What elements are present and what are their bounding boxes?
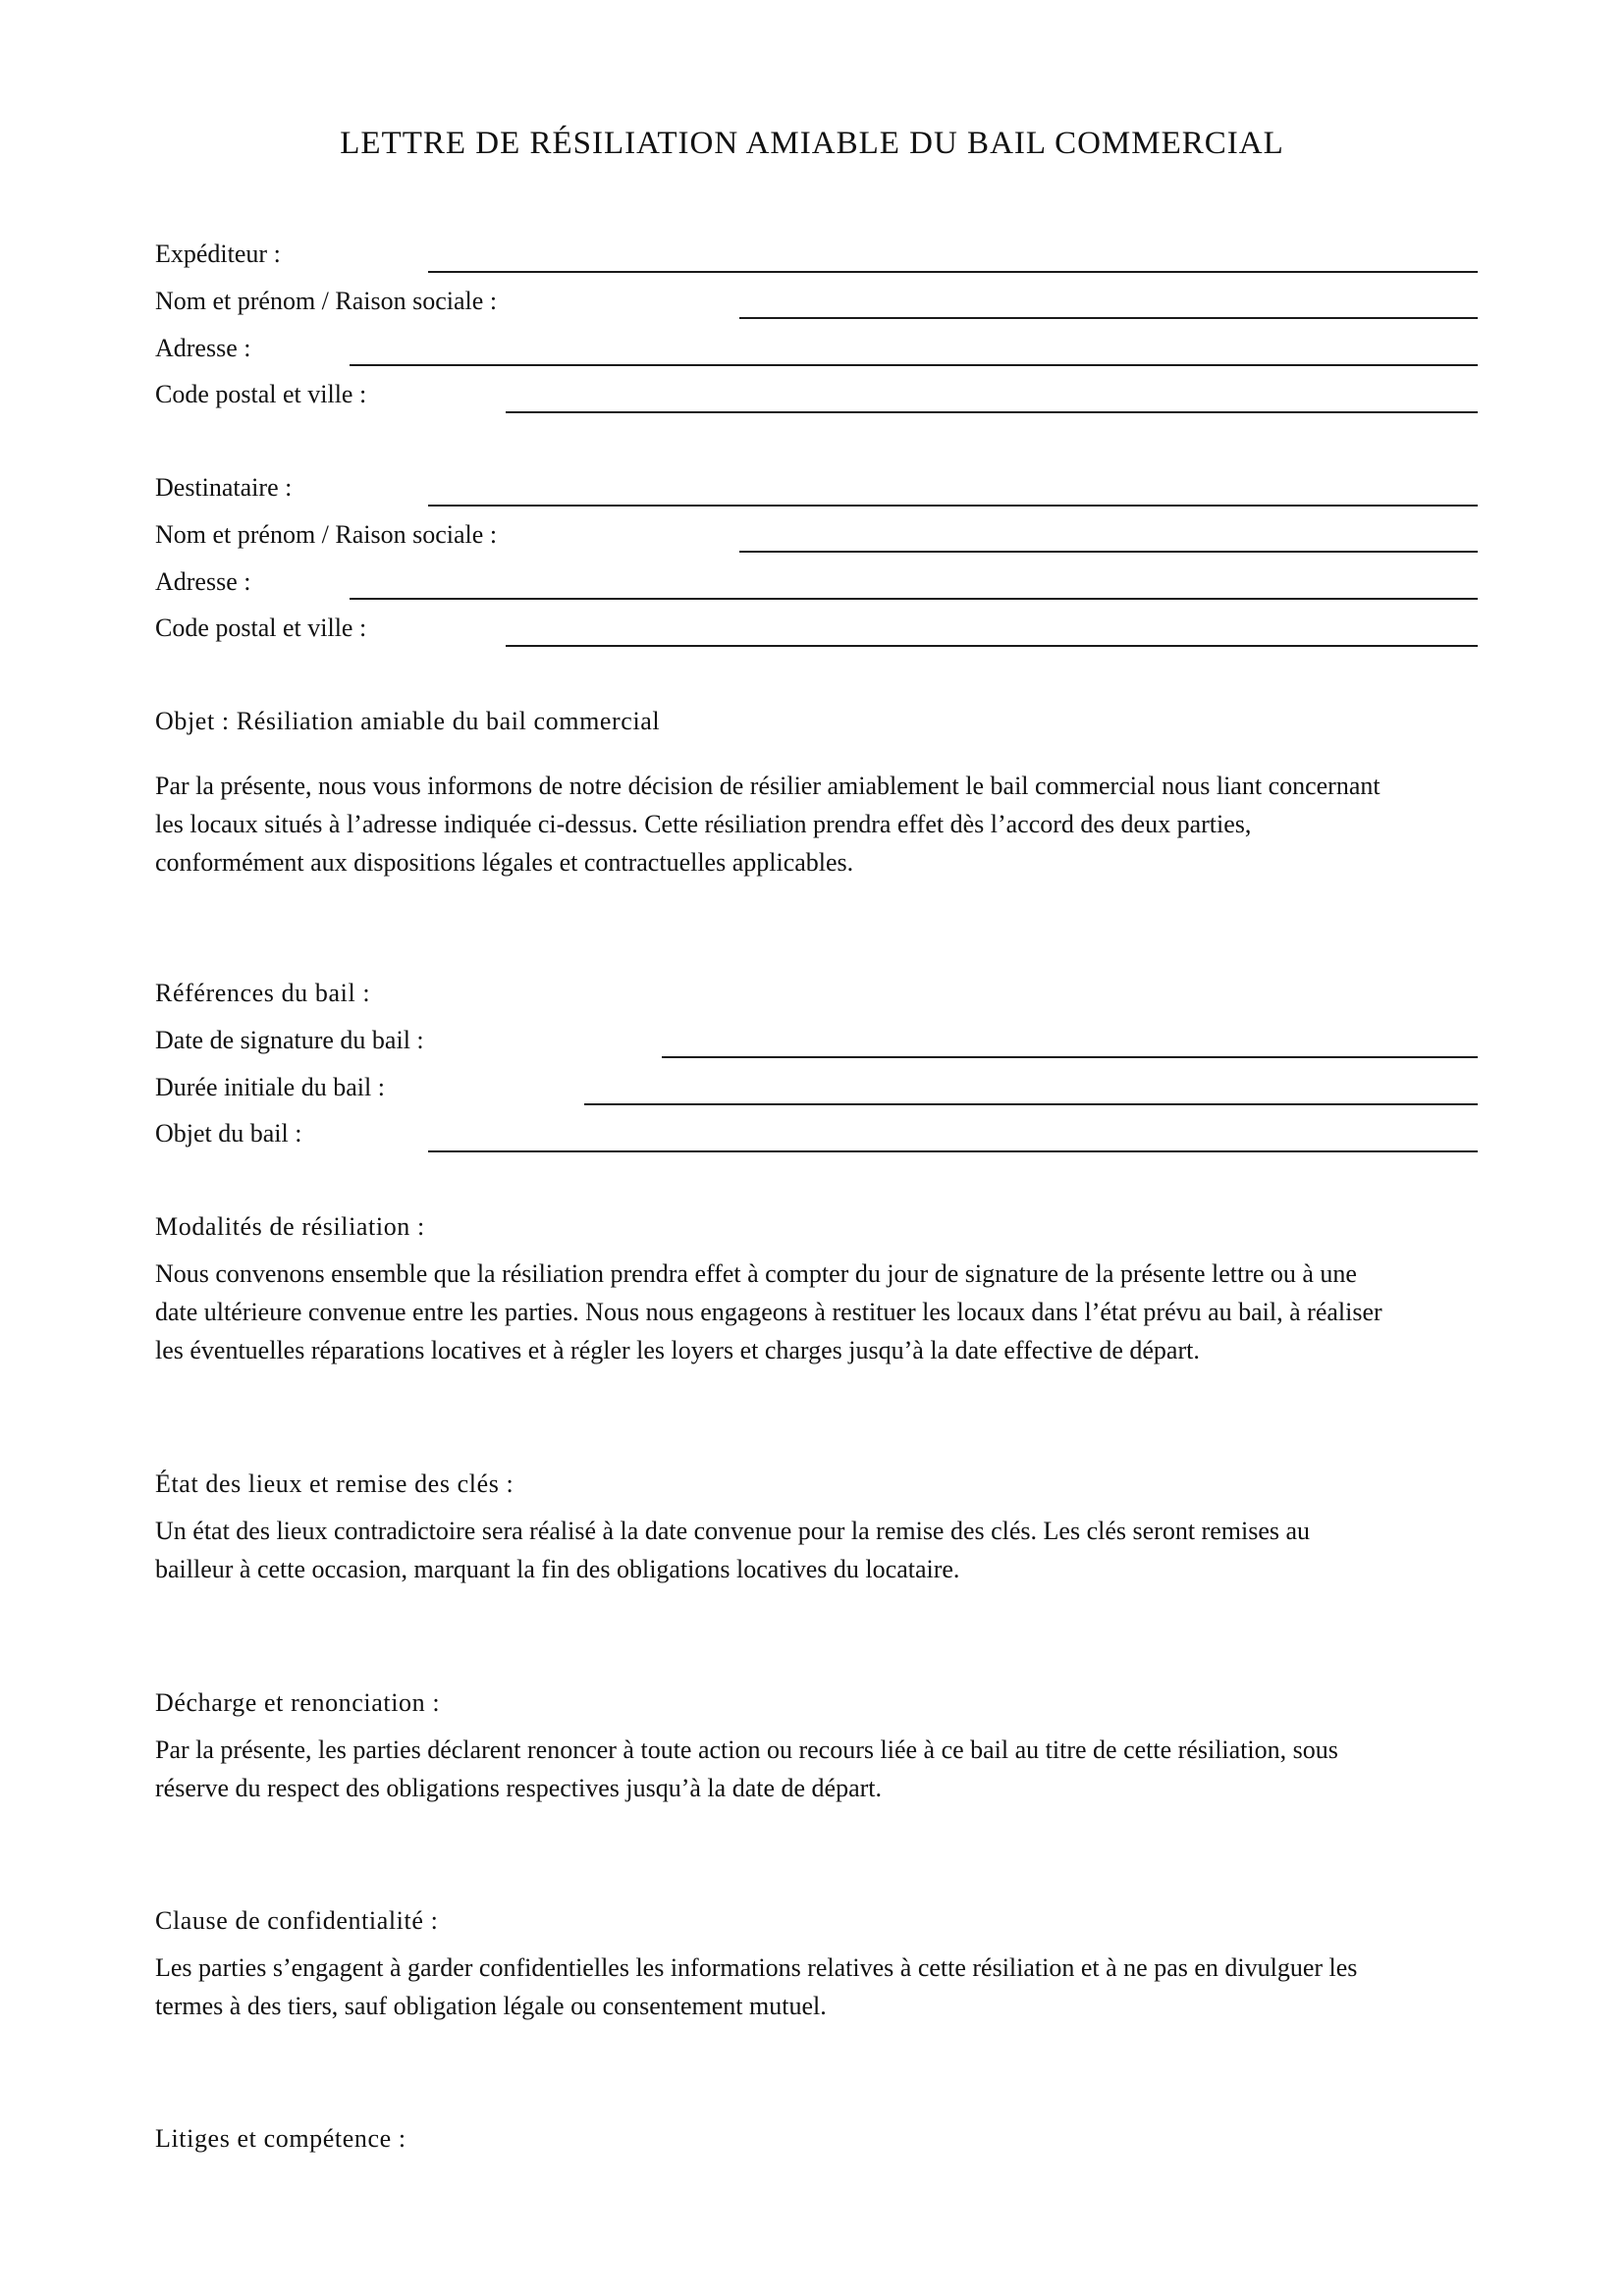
terms-line: les éventuelles réparations locatives et à régler les loyers et charges jusqu’à la date effective de départ. [155,1336,1200,1364]
sender-heading: Expéditeur : [155,240,281,268]
inventory-line: bailleur à cette occasion, marquant la fin des obligations locatives du locataire. [155,1555,960,1583]
sender-postal-field[interactable] [506,411,1478,413]
sender-address-field[interactable] [350,364,1478,366]
recipient-postal-field[interactable] [506,645,1478,647]
intro-line: les locaux situés à l’adresse indiquée ci-dessus. Cette résiliation prendra effet dès l’accord des deux parties, [155,810,1252,838]
sender-name-field[interactable] [739,317,1478,319]
discharge-line: réserve du respect des obligations respectives jusqu’à la date de départ. [155,1774,882,1802]
inventory-line: Un état des lieux contradictoire sera réalisé à la date convenue pour la remise des clés. Les clés seront remises au [155,1517,1311,1545]
disputes-heading: Litiges et compétence : [155,2124,406,2153]
discharge-heading: Décharge et renonciation : [155,1688,441,1717]
confidentiality-heading: Clause de confidentialité : [155,1906,439,1935]
recipient-name-field[interactable] [739,551,1478,553]
intro-paragraph [155,767,1486,881]
inventory-paragraph [155,1512,1486,1588]
recipient-postal-label: Code postal et ville : [155,614,367,642]
recipient-address-field[interactable] [350,598,1478,600]
sender-postal-label: Code postal et ville : [155,380,367,408]
discharge-line: Par la présente, les parties déclarent renoncer à toute action ou recours liée à ce bail au titre de cette résiliation, sous [155,1735,1338,1764]
intro-line: conformément aux dispositions légales et contractuelles applicables. [155,848,854,877]
lease-object-label: Objet du bail : [155,1119,302,1148]
terms-paragraph [155,1255,1486,1369]
confidentiality-paragraph [155,1949,1486,2025]
discharge-paragraph [155,1731,1486,1807]
recipient-name-label: Nom et prénom / Raison sociale : [155,520,498,549]
document-title: LETTRE DE RÉSILIATION AMIABLE DU BAIL COMMERCIAL [340,126,1284,161]
lease-object-field[interactable] [428,1150,1478,1152]
sender-address-label: Adresse : [155,334,251,362]
lease-heading: Références du bail : [155,979,371,1007]
recipient-address-label: Adresse : [155,567,251,596]
recipient-heading: Destinataire : [155,473,293,502]
terms-line: Nous convenons ensemble que la résiliation prendra effet à compter du jour de signature de la présente lettre ou à une [155,1259,1357,1288]
lease-duration-field[interactable] [584,1103,1478,1105]
lease-date-field[interactable] [662,1056,1478,1058]
lease-duration-label: Durée initiale du bail : [155,1073,385,1101]
sender-field-line[interactable] [428,271,1478,273]
intro-line: Par la présente, nous vous informons de notre décision de résilier amiablement le bail commercial nous liant concernant [155,772,1380,800]
recipient-field-line[interactable] [428,505,1478,507]
confidentiality-line: Les parties s’engagent à garder confidentielles les informations relatives à cette résiliation et à ne pas en divulguer les [155,1953,1358,1982]
object-line: Objet : Résiliation amiable du bail commercial [155,707,661,735]
confidentiality-line: termes à des tiers, sauf obligation légale ou consentement mutuel. [155,1992,827,2020]
inventory-heading: État des lieux et remise des clés : [155,1469,514,1498]
sender-name-label: Nom et prénom / Raison sociale : [155,287,498,315]
terms-heading: Modalités de résiliation : [155,1212,425,1241]
terms-line: date ultérieure convenue entre les parties. Nous nous engageons à restituer les locaux dans l’état prévu au bail, à réaliser [155,1298,1382,1326]
lease-date-label: Date de signature du bail : [155,1026,424,1054]
